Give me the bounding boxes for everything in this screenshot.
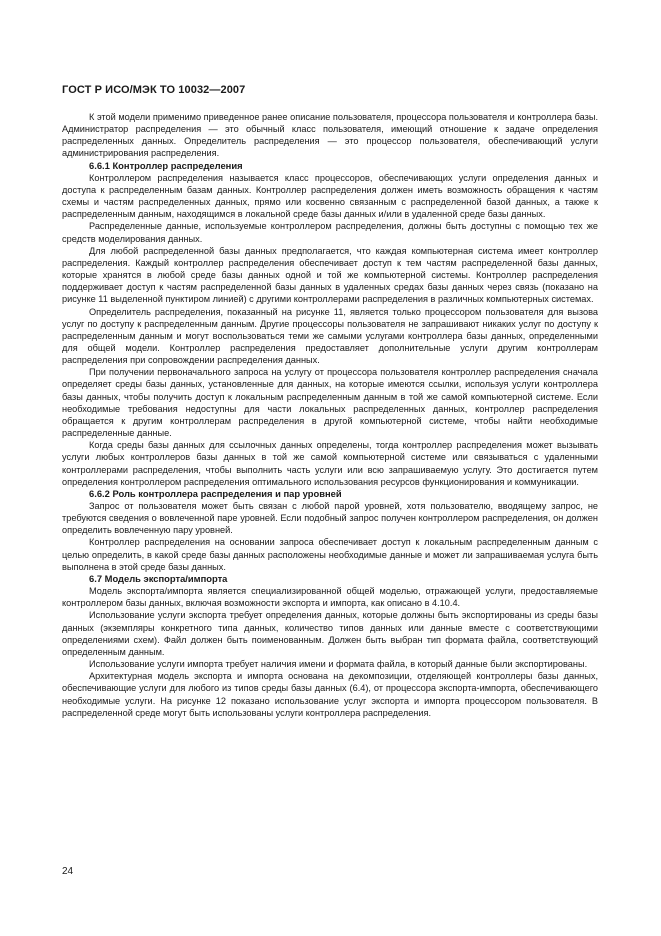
paragraph: Когда среды базы данных для ссылочных данных определены, тогда контроллер распределения может вызывать услуги любых контроллеров базы данных в той же самой компьютерной системе или связываться с удаленными контроллерами распределения, чтобы выполнить часть услуги или всю запрашиваемую услугу. Это достигается путем определения контроллером распределения оптимального использования ресурсов функционирования и коммуникации. bbox=[62, 440, 598, 487]
paragraph: Для любой распределенной базы данных предполагается, что каждая компьютерная система имеет контроллер распределения. Каждый контроллер распределения обеспечивает доступ к тем частям распределенной базы данных, которые хранятся в любой среде базы данных одной и той же компьютерной системы. Контроллер распределения поддерживает доступ к частям распределенной базы данных в удаленных средах базы данных через связь (показано на рисунке 11 выделенной пунктиром линией) с другими контроллерами распределения в различных компьютерных системах. bbox=[62, 245, 598, 305]
section-heading-6-6-1: 6.6.1 Контроллер распределения bbox=[89, 159, 243, 171]
paragraph: Контроллер распределения на основании запроса обеспечивает доступ к локальным распределенным данным с целью определить, в какой среде базы данных расположены необходимые данные и может ли запрашиваемая услуга быть выполнена в этой среде базы данных. bbox=[62, 537, 598, 572]
paragraph: Распределенные данные, используемые контроллером распределения, должны быть доступны с помощью тех же средств моделирования данных. bbox=[62, 221, 598, 244]
paragraph: Модель экспорта/импорта является специализированной общей моделью, отражающей услуги, предоставляемые контроллером базы данных, включая возможности экспорта и импорта, как описано в 4.10.4. bbox=[62, 586, 598, 609]
paragraph: Контроллером распределения называется класс процессоров, обеспечивающих услуги определения данных и доступа к распределенным базам данных. Контроллер распределения должен иметь возможность обращения к частям схемы и частям распределенных данных, прямо или косвенно связанным с распределенной базой данных, а также к распределенным данным, находящимся в локальной среде базы данных и/или в удаленной среде базы данных. bbox=[62, 172, 598, 220]
section-heading-6-7: 6.7 Модель экспорта/импорта bbox=[89, 572, 228, 584]
paragraph: Архитектурная модель экспорта и импорта основана на декомпозиции, отделяющей контроллеры базы данных, обеспечивающие услуги для любого из типов среды базы данных (6.4), от процессора экспорта-импорта, обеспечивающего необходимые услуги. На рисунке 12 показано использование услуг экспорта и импорта процессором пользователя. В распределенной среде могут быть использованы услуги контроллера распределения. bbox=[62, 671, 598, 718]
document-body bbox=[62, 111, 598, 719]
section-heading-6-6-2: 6.6.2 Роль контроллера распределения и пар уровней bbox=[89, 487, 342, 499]
page-number: 24 bbox=[62, 866, 74, 877]
paragraph: Определитель распределения, показанный на рисунке 11, является только процессором пользователя для вызова услуг по доступу к распределенным данным. Другие процессоры пользователя не запрашивают никаких услуг по доступу к распределенным данным и могут воспользоваться теми же самыми услугами контроллера базы данных, определенными для общей модели. Контроллер распределения предоставляет дополнительные услуги другим контроллерам распределения при сопровождении распределения данных. bbox=[62, 306, 598, 366]
paragraph: При получении первоначального запроса на услугу от процессора пользователя контроллер распределения сначала определяет среды базы данных, установленные для данных, на которые имеются ссылки, используя услуги контроллера базы данных, чтобы получить доступ к локальным распределенным данным в той же самой компьютерной системе. Если необходимые требования недоступны для части локальных распределенных данных, контроллер распределения обращается к другим контроллерам распределения в другой компьютерной системе, чтобы найти необходимые распределенные данные. bbox=[62, 367, 598, 439]
paragraph: Использование услуги экспорта требует определения данных, которые должны быть экспортированы из среды базы данных (экземпляры конкретного типа данных, количество типов данных или данные вместе с соответствующими определениями схем). Файл должен быть поименованным. Должен быть выбран тип формата файла, соответствующий определенным данным. bbox=[62, 610, 598, 657]
document-header: ГОСТ Р ИСО/МЭК ТО 10032—2007 bbox=[62, 84, 246, 96]
paragraph: К этой модели применимо приведенное ранее описание пользователя, процессора пользователя и контроллера базы. Администратор распределения — это обычный класс пользователя, имеющий отношение к задаче определения распределенных данных. Определитель распределения — это процессор пользователя, обеспечивающий услуги администрирования распределения. bbox=[62, 112, 598, 159]
paragraph: Запрос от пользователя может быть связан с любой парой уровней, хотя пользователю, вводящему запрос, не требуются сведения о вовлеченной паре уровней. Если подобный запрос получен контроллером распределения, он должен определить вовлеченную пару уровней. bbox=[62, 501, 598, 536]
paragraph: Использование услуги импорта требует наличия имени и формата файла, в который данные были экспортированы. bbox=[89, 659, 588, 670]
